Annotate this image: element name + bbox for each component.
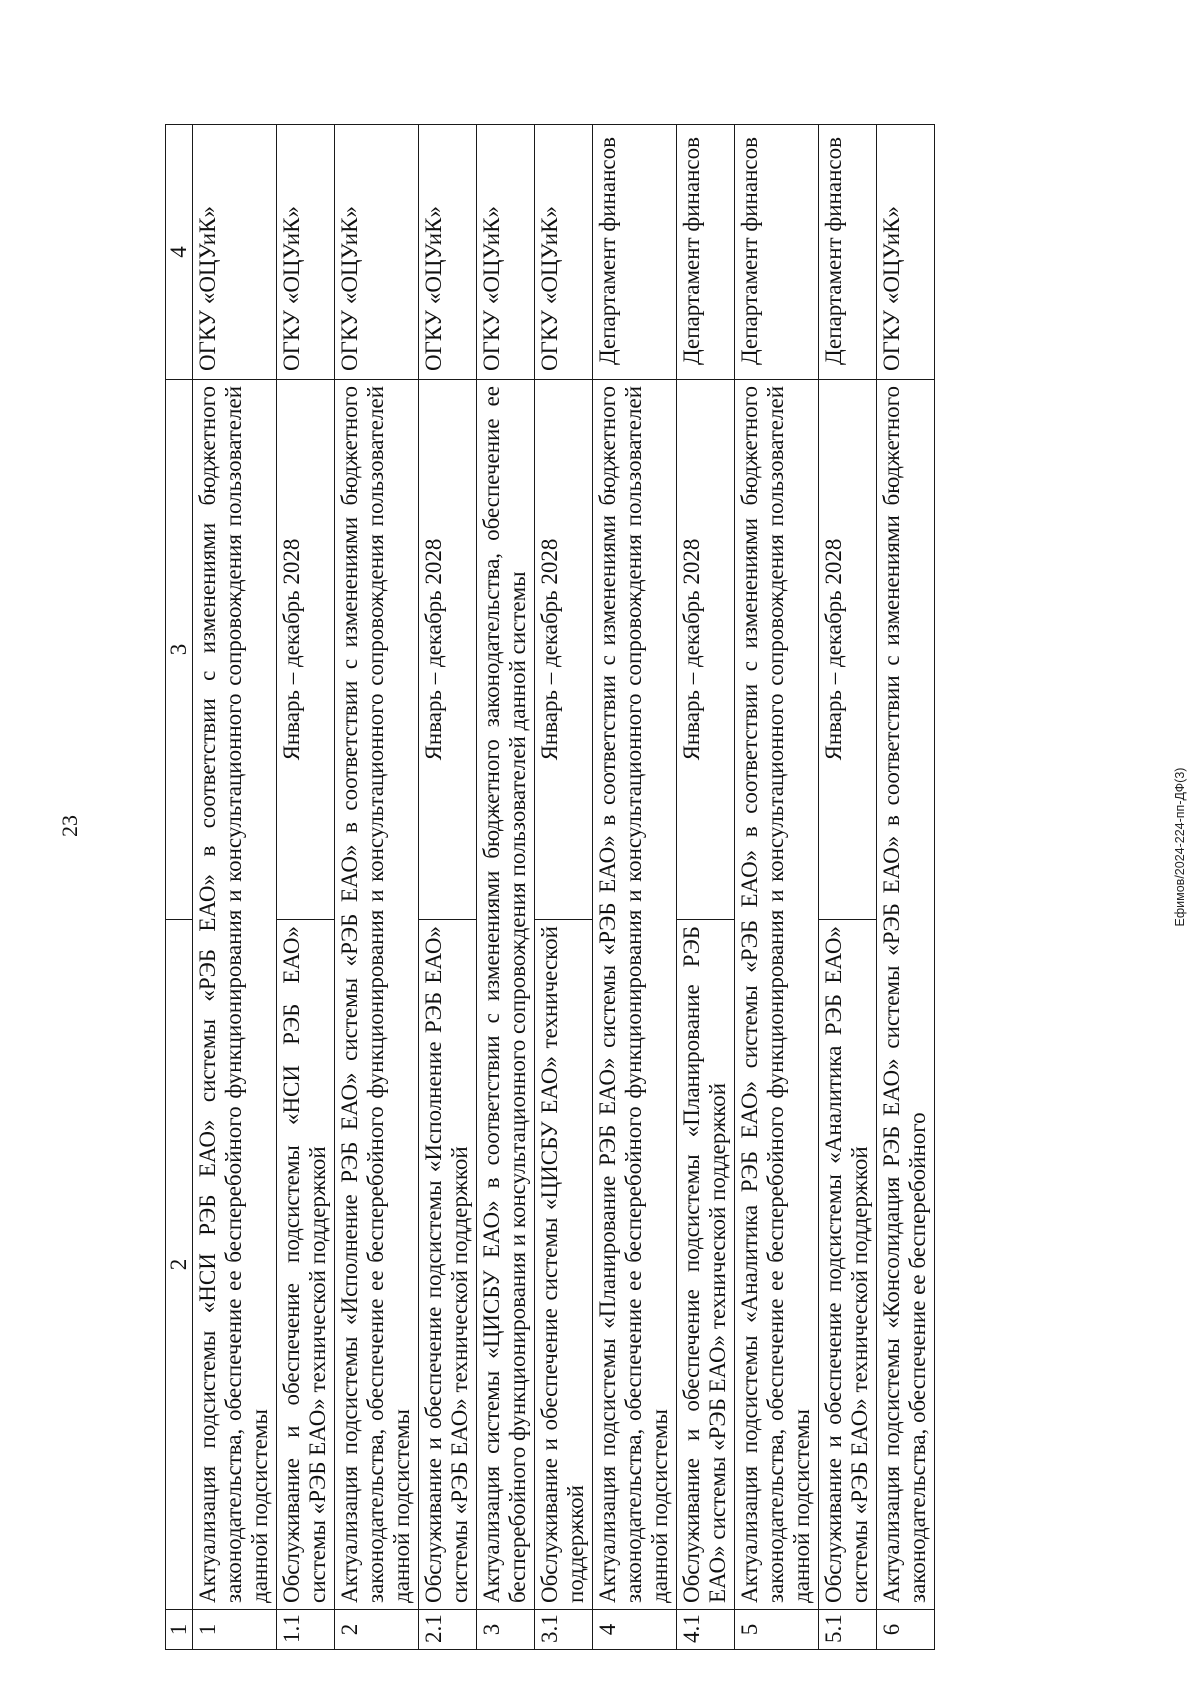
header-col-4: 4: [166, 125, 193, 380]
row-number: 1.1: [277, 1610, 335, 1650]
table-row: [877, 125, 935, 1650]
executor: ОГКУ «ОЦУиК»: [277, 125, 335, 380]
executor: Департамент финансов: [593, 125, 677, 380]
period: Январь – декабрь 2028: [277, 380, 335, 920]
header-col-1: 1: [166, 1610, 193, 1650]
row-number: 3.1: [535, 1610, 593, 1650]
activities-table: [165, 124, 935, 1650]
activity-text: Актуализация подсистемы «Консолидация РЭБ ЕАО» системы «РЭБ ЕАО» в соответствии с изменениями бюджетного законодательства, обеспечение ее бесперебойного: [877, 380, 935, 1610]
activity-text: Актуализация подсистемы «Исполнение РЭБ ЕАО» системы «РЭБ ЕАО» в соответствии с изменениями бюджетного законодательства, обеспечение ее бесперебойного функционирования и консультационного сопровождения пользователей данной подсистемы: [335, 380, 419, 1610]
table-row: [419, 125, 477, 1650]
activity-text: Актуализация подсистемы «Планирование РЭБ ЕАО» системы «РЭБ ЕАО» в соответствии с изменениями бюджетного законодательства, обеспечение ее бесперебойного функционирования и консультационного сопровождения пользователей данной подсистемы: [593, 380, 677, 1610]
table-header-row: [166, 125, 193, 1650]
executor: ОГКУ «ОЦУиК»: [419, 125, 477, 380]
period: Январь – декабрь 2028: [677, 380, 735, 920]
executor: ОГКУ «ОЦУиК»: [335, 125, 419, 380]
period: Январь – декабрь 2028: [419, 380, 477, 920]
activity-text: Актуализация подсистемы «Аналитика РЭБ ЕАО» системы «РЭБ ЕАО» в соответствии с изменениями бюджетного законодательства, обеспечение ее бесперебойного функционирования и консультационного сопровождения пользователей данной подсистемы: [735, 380, 819, 1610]
row-number: 2: [335, 1610, 419, 1650]
executor: Департамент финансов: [735, 125, 819, 380]
table-row: [277, 125, 335, 1650]
row-number: 5: [735, 1610, 819, 1650]
row-number: 4.1: [677, 1610, 735, 1650]
rotated-table-frame: [165, 125, 1056, 1650]
activity-text: Обслуживание и обеспечение подсистемы «Исполнение РЭБ ЕАО» системы «РЭБ ЕАО» технической поддержкой: [419, 920, 477, 1610]
table-row: [335, 125, 419, 1650]
activity-text: Актуализация системы «ЦИСБУ ЕАО» в соответствии с изменениями бюджетного законодательства, обеспечение ее бесперебойного функционирования и консультационного сопровождения пользователей данной системы: [477, 380, 535, 1610]
header-col-2: 2: [166, 920, 193, 1610]
activity-text: Обслуживание и обеспечение подсистемы «Аналитика РЭБ ЕАО» системы «РЭБ ЕАО» технической поддержкой: [819, 920, 877, 1610]
executor: Департамент финансов: [819, 125, 877, 380]
row-number: 4: [593, 1610, 677, 1650]
document-code: Ефимов/2024-224-пп-ДФ(3): [1173, 767, 1187, 927]
activity-text: Актуализация подсистемы «НСИ РЭБ ЕАО» системы «РЭБ ЕАО» в соответствии с изменениями бюджетного законодательства, обеспечение ее бесперебойного функционирования и консультационного сопровождения пользователей данной подсистемы: [193, 380, 277, 1610]
header-col-3: 3: [166, 380, 193, 920]
table-row: [535, 125, 593, 1650]
table-row: [193, 125, 277, 1650]
table-row: [819, 125, 877, 1650]
table-row: [477, 125, 535, 1650]
activity-text: Обслуживание и обеспечение подсистемы «Планирование РЭБ ЕАО» системы «РЭБ ЕАО» технической поддержкой: [677, 920, 735, 1610]
row-number: 2.1: [419, 1610, 477, 1650]
table-row: [677, 125, 735, 1650]
executor: ОГКУ «ОЦУиК»: [877, 125, 935, 380]
row-number: 5.1: [819, 1610, 877, 1650]
executor: ОГКУ «ОЦУиК»: [535, 125, 593, 380]
executor: ОГКУ «ОЦУиК»: [193, 125, 277, 380]
table-row: [593, 125, 677, 1650]
executor: Департамент финансов: [677, 125, 735, 380]
page-number: 23: [57, 815, 82, 837]
activity-text: Обслуживание и обеспечение системы «ЦИСБУ ЕАО» технической поддержкой: [535, 920, 593, 1610]
period: Январь – декабрь 2028: [819, 380, 877, 920]
executor: ОГКУ «ОЦУиК»: [477, 125, 535, 380]
table-row: [735, 125, 819, 1650]
row-number: 3: [477, 1610, 535, 1650]
activity-text: Обслуживание и обеспечение подсистемы «НСИ РЭБ ЕАО» системы «РЭБ ЕАО» технической поддержкой: [277, 920, 335, 1610]
period: Январь – декабрь 2028: [535, 380, 593, 920]
row-number: 6: [877, 1610, 935, 1650]
row-number: 1: [193, 1610, 277, 1650]
